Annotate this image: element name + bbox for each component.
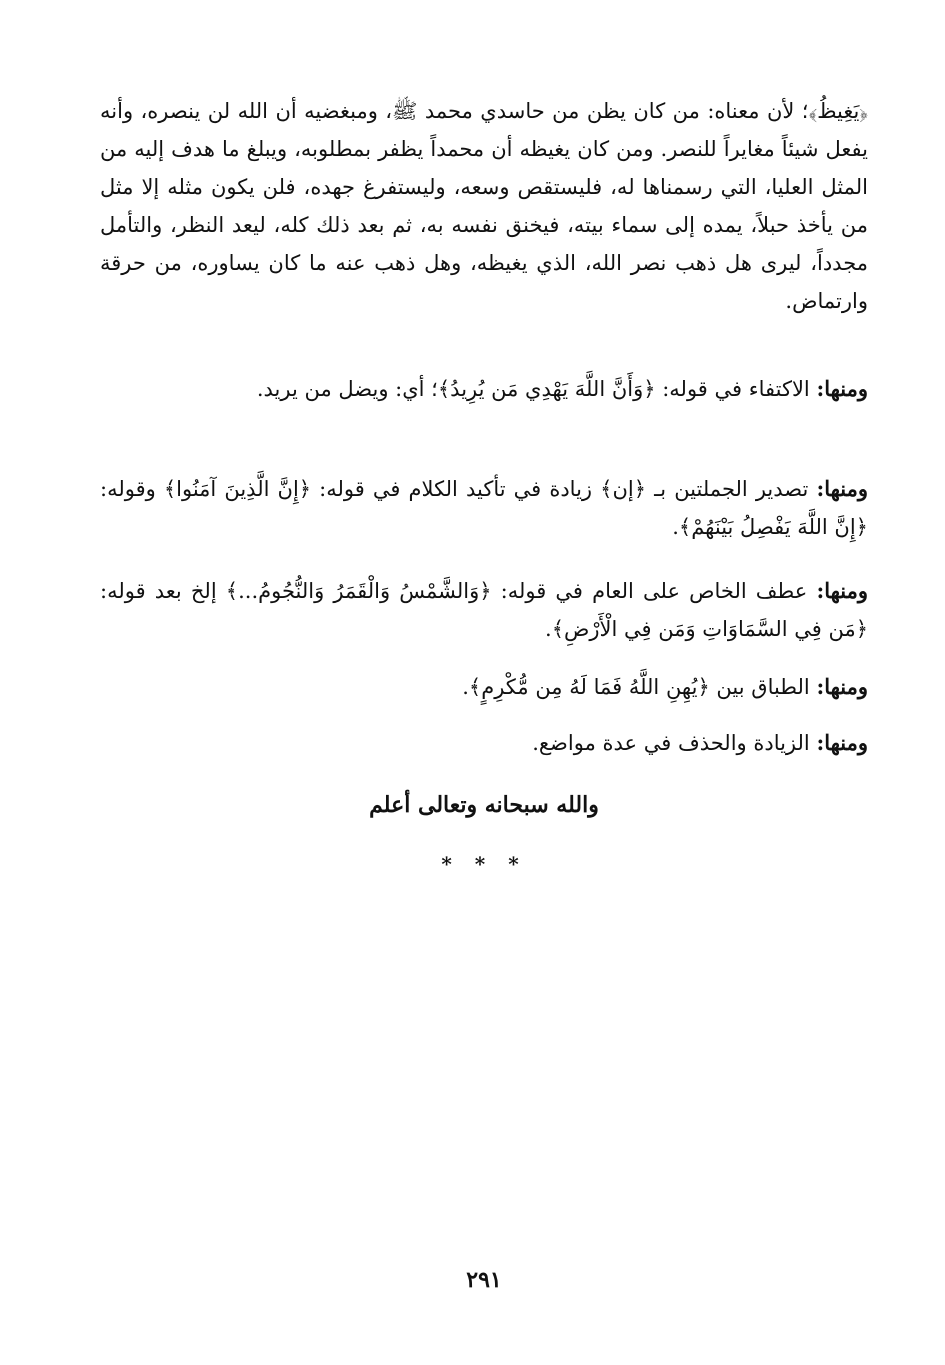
paragraph-lead: ومنها: <box>816 476 868 501</box>
paragraph-tibaq <box>100 668 868 706</box>
paragraph-tasdir <box>100 470 868 546</box>
paragraph-text: الطباق بين ﴿يُهِنِ اللَّهُ فَمَا لَهُ مِن مُّكْرِمٍ﴾. <box>462 675 817 699</box>
paragraph-text: ﴿يَغِيظُ﴾؛ لأن معناه: من كان يظن من حاسدي محمد ﷺ، ومبغضيه أن الله لن ينصره، وأنه يفعل شيئاً مغايراً للنصر. ومن كان يغيظه أن محمداً يظفر بمطلوبه، ويبلغ ما هدف إليه من المثل العليا، التي رسمناها له، فليستقص وسعه، وليستفرغ جهده، فلن يكون مثله إلا مثل من يأخذ حبلاً، يمده إلى سماء بيته، فيخنق نفسه به، ثم بعد ذلك كله، ليعد النظر، والتأمل مجدداً، ليرى هل ذهب نصر الله، الذي يغيظه، وهل ذهب عنه ما كان يساوره، من حرقة وارتماض. <box>100 99 868 313</box>
paragraph-atf <box>100 572 868 648</box>
paragraph-lead: ومنها: <box>816 376 868 401</box>
paragraph-text: تصدير الجملتين بـ ﴿إن﴾ زيادة في تأكيد الكلام في قوله: ﴿إِنَّ الَّذِينَ آمَنُوا﴾ وقوله: ﴿إِنَّ اللَّهَ يَفْصِلُ بَيْنَهُمْ﴾. <box>100 477 868 539</box>
paragraph-lead: ومنها: <box>816 674 868 699</box>
paragraph-text: الزيادة والحذف في عدة مواضع. <box>532 731 817 755</box>
paragraph-text: الاكتفاء في قوله: ﴿وَأَنَّ اللَّهَ يَهْدِي مَن يُرِيدُ﴾؛ أي: ويضل من يريد. <box>256 377 817 401</box>
page-number: ٢٩١ <box>466 1267 502 1293</box>
paragraph-lead: ومنها: <box>816 578 868 603</box>
paragraph-ziyada <box>100 724 868 762</box>
section-separator: * * * <box>441 852 527 876</box>
paragraph-text: عطف الخاص على العام في قوله: ﴿وَالشَّمْسُ وَالْقَمَرُ وَالنُّجُومُ...﴾ إلخ بعد قوله: ﴿مَن فِي السَّمَاوَاتِ وَمَن فِي الْأَرْضِ﴾. <box>100 579 868 641</box>
closing-phrase: والله سبحانه وتعالى أعلم <box>369 792 599 818</box>
paragraph-iktifa <box>100 370 868 408</box>
paragraph-explanation <box>100 92 868 320</box>
paragraph-lead: ومنها: <box>816 730 868 755</box>
